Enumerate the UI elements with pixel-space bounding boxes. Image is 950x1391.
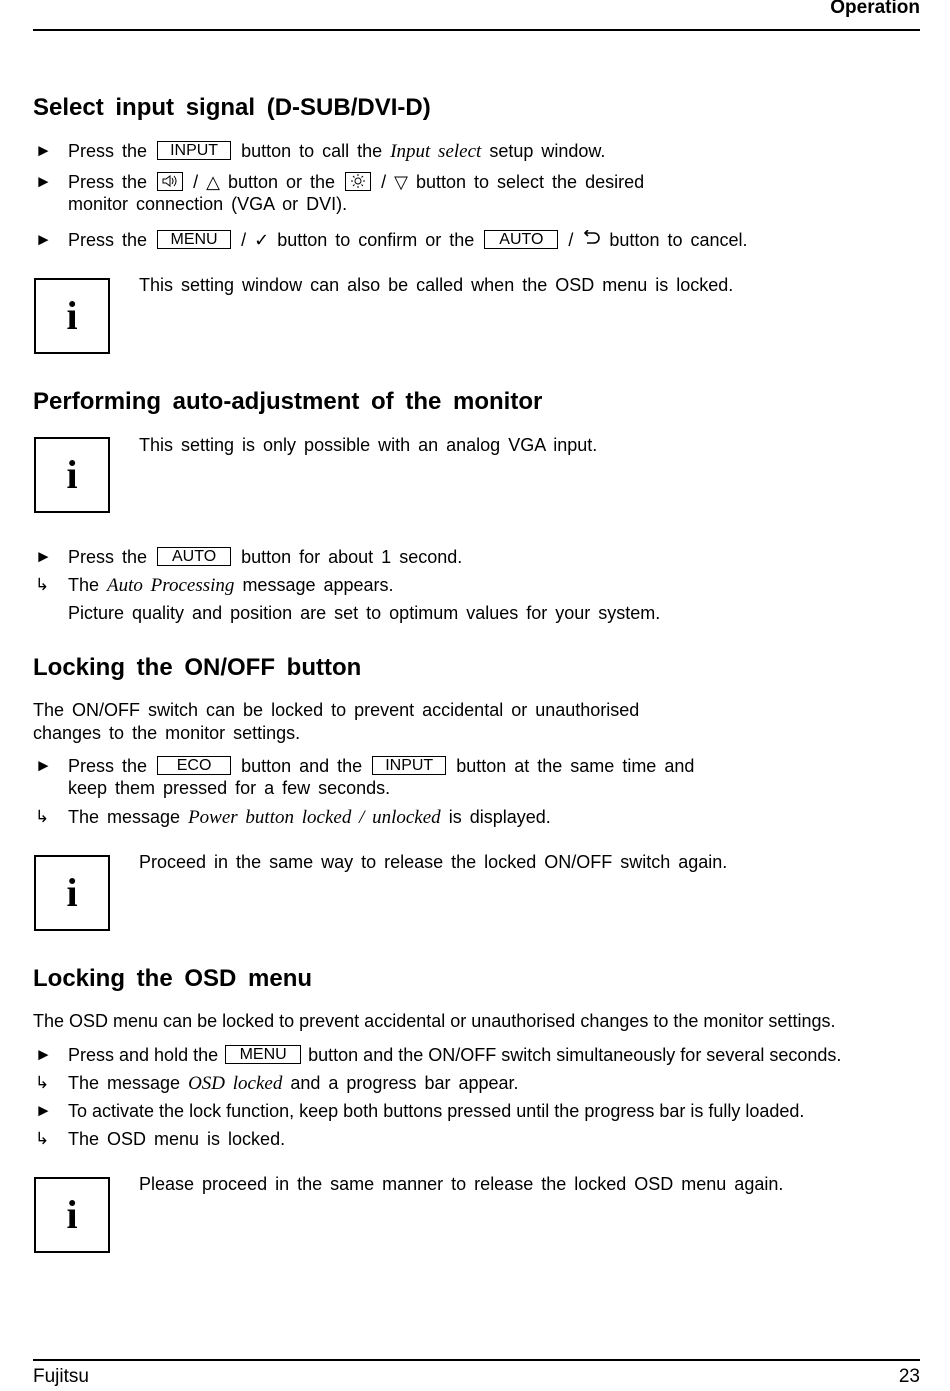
note-release-osd: Please proceed in the same manner to release the locked OSD menu again. — [139, 1174, 784, 1194]
up-triangle-icon: △ — [206, 172, 220, 192]
section-title-lock-osd: Locking the OSD menu — [33, 965, 313, 992]
page-number: 23 — [898, 1366, 920, 1387]
result-auto-processing: ↳ The Auto Processing message appears. — [35, 575, 394, 596]
step-marker-icon: ► — [35, 547, 52, 566]
osd-locked-term: OSD locked — [188, 1073, 283, 1094]
check-icon: ✓ — [254, 230, 270, 250]
back-arrow-icon — [581, 230, 609, 250]
section-title-lock-onoff: Locking the ON/OFF button — [33, 654, 362, 681]
brightness-key-icon — [345, 172, 371, 191]
footer-brand: Fujitsu — [33, 1366, 89, 1387]
input-key: INPUT — [157, 141, 231, 160]
lock-onoff-intro-line1: The ON/OFF switch can be locked to prevent accidental or unauthorised — [33, 700, 640, 720]
power-button-locked-term: Power button locked / unlocked — [188, 807, 441, 828]
section-title-auto-adjust: Performing auto-adjustment of the monitor — [33, 388, 543, 415]
result-marker-icon: ↳ — [35, 1073, 50, 1092]
note-analog-vga: This setting is only possible with an analog VGA input. — [139, 435, 598, 455]
lock-osd-intro: The OSD menu can be locked to prevent accidental or unauthorised changes to the monitor settings. — [33, 1011, 836, 1031]
result-optimum-values: Picture quality and position are set to optimum values for your system. — [68, 603, 661, 623]
lock-onoff-intro-line2: changes to the monitor settings. — [33, 723, 301, 743]
page-header-title: Operation — [830, 0, 920, 18]
section-title-input-signal: Select input signal (D-SUB/DVI-D) — [33, 94, 431, 121]
step-marker-icon: ► — [35, 756, 52, 775]
step-marker-icon: ► — [35, 1101, 52, 1120]
input-key: INPUT — [372, 756, 446, 775]
menu-key: MENU — [225, 1045, 301, 1064]
page-header — [33, 0, 920, 31]
step-marker-icon: ► — [35, 1045, 52, 1064]
info-icon: i — [34, 1177, 110, 1253]
result-marker-icon: ↳ — [35, 807, 50, 826]
note-osd-locked: This setting window can also be called when the OSD menu is locked. — [139, 275, 734, 295]
result-marker-icon: ↳ — [35, 575, 50, 594]
auto-key: AUTO — [484, 230, 558, 249]
auto-processing-term: Auto Processing — [107, 575, 235, 596]
step-press-eco-input: ► Press the ECO button and the INPUT button at the same time and keep them pressed for a few seconds. — [35, 756, 695, 798]
page-footer — [33, 1359, 920, 1391]
step-marker-icon: ► — [35, 172, 52, 191]
note-release-onoff: Proceed in the same way to release the locked ON/OFF switch again. — [139, 852, 728, 872]
step-marker-icon: ► — [35, 141, 52, 160]
input-select-term: Input select — [390, 141, 482, 162]
step-marker-icon: ► — [35, 230, 52, 249]
speaker-key-icon — [157, 172, 183, 191]
step-select-connection: ► Press the / △ button or the / ▽ button to select the desired monitor connection (VGA or DVI). — [35, 172, 645, 214]
info-icon: i — [34, 855, 110, 931]
info-icon: i — [34, 437, 110, 513]
down-triangle-icon: ▽ — [394, 172, 408, 192]
result-marker-icon: ↳ — [35, 1129, 50, 1148]
info-icon: i — [34, 278, 110, 354]
auto-key: AUTO — [157, 547, 231, 566]
eco-key: ECO — [157, 756, 231, 775]
menu-key: MENU — [157, 230, 231, 249]
